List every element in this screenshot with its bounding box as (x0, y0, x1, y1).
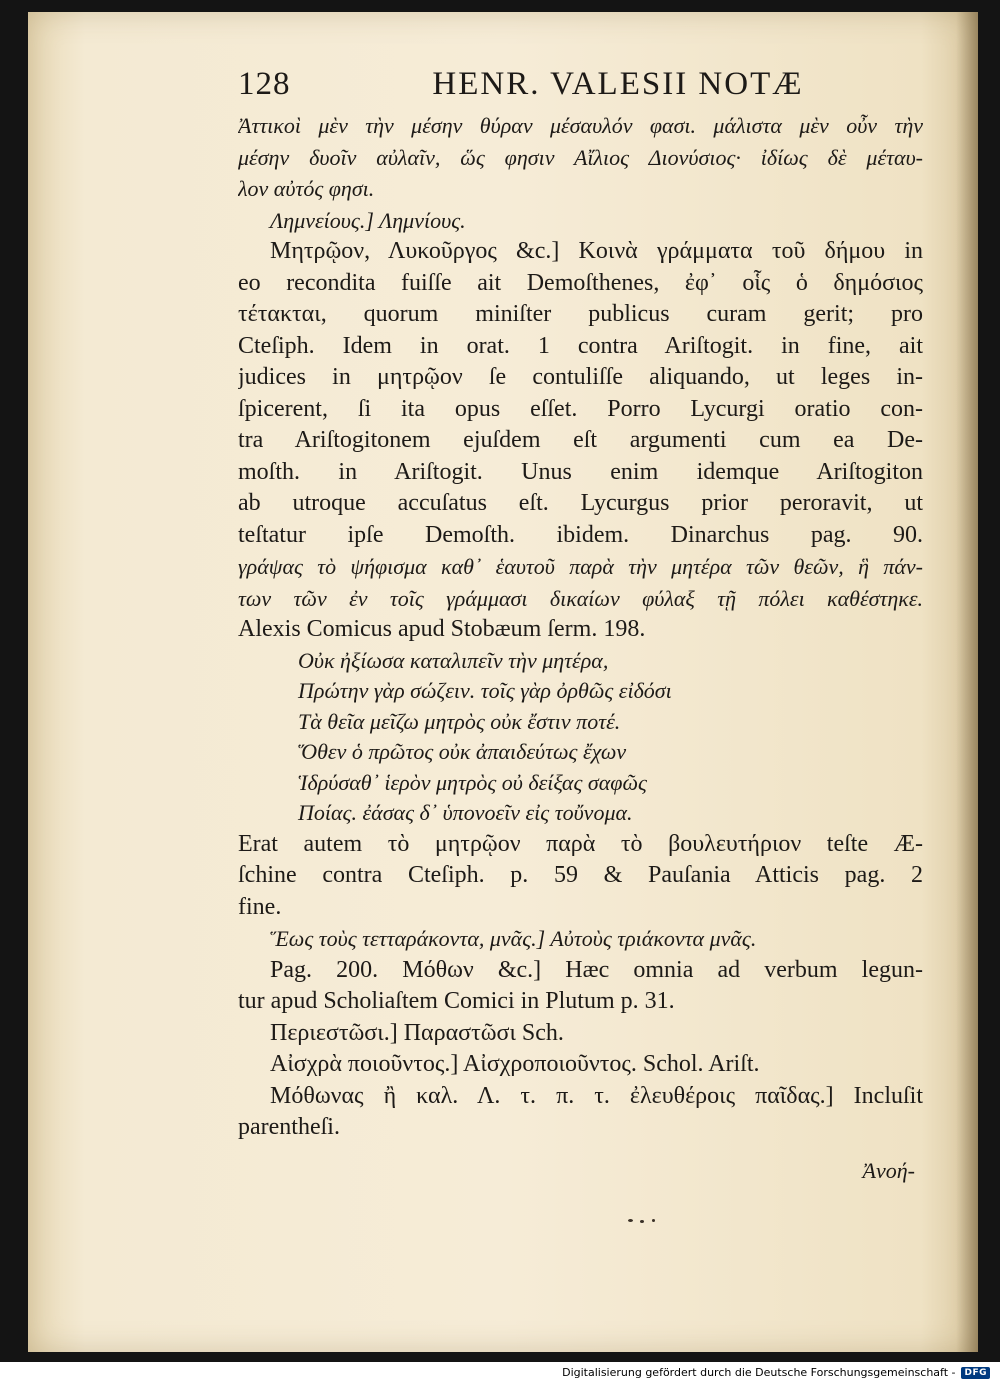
text-line: teſtatur ipſe Demoſth. ibidem. Dinarchus pag. 90. (238, 521, 923, 548)
body-text (238, 110, 923, 1144)
funding-credit: Digitalisierung gefördert durch die Deutsche Forschungsgemeinschaft - (562, 1366, 956, 1379)
text-line: λον αὐτός φησι. (238, 176, 375, 201)
text-line: judices in μητρῷον ſe contuliſſe aliquando, ut leges in- (238, 364, 923, 390)
text-line: μέσην δυοῖν αὐλαῖν, ὥς φησιν Αἴλιος Διονύσιος· ἰδίως δὲ μέταυ- (238, 144, 923, 170)
text-line: Alexis Comicus apud Stobæum ſerm. 198. (238, 616, 646, 642)
text-line: tur apud Scholiaſtem Comici in Plutum p. 31. (238, 988, 675, 1014)
text-line: Λημνείους.] Λημνίους. (270, 207, 466, 233)
text-line: Ἱδρύσαθ᾽ ἱερὸν μητρὸς οὐ δείξας σαφῶς (298, 769, 647, 795)
digitization-footer (0, 1362, 1000, 1383)
text-line: Τὰ θεῖα μεῖζω μητρὸς οὐκ ἔστιν ποτέ. (298, 708, 621, 734)
spine-shadow (956, 12, 978, 1352)
text-line: parentheſi. (238, 1114, 340, 1140)
text-line: Μητρῷον, Λυκοῦργος &c.] Κοινὰ γράμματα τοῦ δήμου in (270, 238, 923, 264)
ink-fleck (640, 1220, 644, 1223)
text-line: γράψας τὸ ψήφισμα καθ᾽ ἑαυτοῦ παρὰ τὴν μητέρα τῶν θεῶν, ἣ πάν- (238, 554, 923, 579)
text-line: Pag. 200. Μόθων &c.] Hæc omnia ad verbum legun- (270, 956, 923, 983)
text-line: Αἰσχρὰ ποιοῦντος.] Αἰσχροποιοῦντος. Schol. Ariſt. (270, 1051, 760, 1077)
text-line: Οὐκ ἠξίωσα καταλιπεῖν τὴν μητέρα, (298, 647, 609, 673)
text-line: τέτακται, quorum miniſter publicus curam gerit; pro (238, 301, 923, 327)
dfg-logo: DFG (961, 1367, 990, 1379)
text-line: των τῶν ἐν τοῖς γράμμασι δικαίων φύλαξ τῇ πόλει καθέστηκε. (238, 585, 923, 611)
catchword: Ἀνοή- (862, 1157, 915, 1183)
running-head (238, 66, 923, 110)
text-line: Ὅθεν ὁ πρῶτος οὐκ ἀπαιδεύτως ἔχων (298, 739, 627, 764)
text-line: ab utroque accuſatus eſt. Lycurgus prior peroravit, ut (238, 490, 923, 516)
text-line: Cteſiph. Idem in orat. 1 contra Ariſtogit. in fine, ait (238, 332, 923, 359)
text-line: ſchine contra Cteſiph. p. 59 & Pauſania Atticis pag. 2 (238, 862, 923, 888)
text-line: moſth. in Ariſtogit. Unus enim idemque Ariſtogiton (238, 458, 923, 485)
text-line: Ἀττικοὶ μὲν τὴν μέσην θύραν μέσαυλόν φασι. μάλιστα μὲν οὖν τὴν (238, 113, 923, 138)
ink-fleck (652, 1219, 655, 1222)
ink-fleck (628, 1219, 633, 1222)
text-line: Μόθωνας ἢ καλ. Λ. τ. π. τ. ἐλευθέροις παῖδας.] Incluſit (270, 1082, 923, 1109)
text-line: Περιεστῶσι.] Παραστῶσι Sch. (270, 1019, 564, 1046)
text-line: fine. (238, 893, 282, 920)
text-line: Πρώτην γὰρ σώζειν. τοῖς γὰρ ὀρθῶς εἰδόσι (298, 678, 672, 703)
text-line: tra Ariſtogitonem ejuſdem eſt argumenti cum ea De- (238, 427, 923, 453)
text-line: Ἕως τοὺς τετταράκοντα, μνᾶς.] Αὐτοὺς τριάκοντα μνᾶς. (270, 926, 757, 951)
running-title: HENR. VALESII NOTÆ (432, 66, 804, 102)
page-number: 128 (238, 66, 291, 102)
text-line: Ποίας. ἐάσας δ᾽ ὑπονοεῖν εἰς τοὔνομα. (298, 800, 633, 825)
text-line: ſpicerent, ſi ita opus eſſet. Porro Lycurgi oratio con- (238, 395, 923, 422)
text-line: Erat autem τὸ μητρῷον παρὰ τὸ βουλευτήριον teſte Æ- (238, 830, 923, 857)
text-line: eo recondita fuiſſe ait Demoſthenes, ἐφ᾽ οἷς ὁ δημόσιος (238, 269, 923, 296)
text-block (238, 66, 923, 1184)
